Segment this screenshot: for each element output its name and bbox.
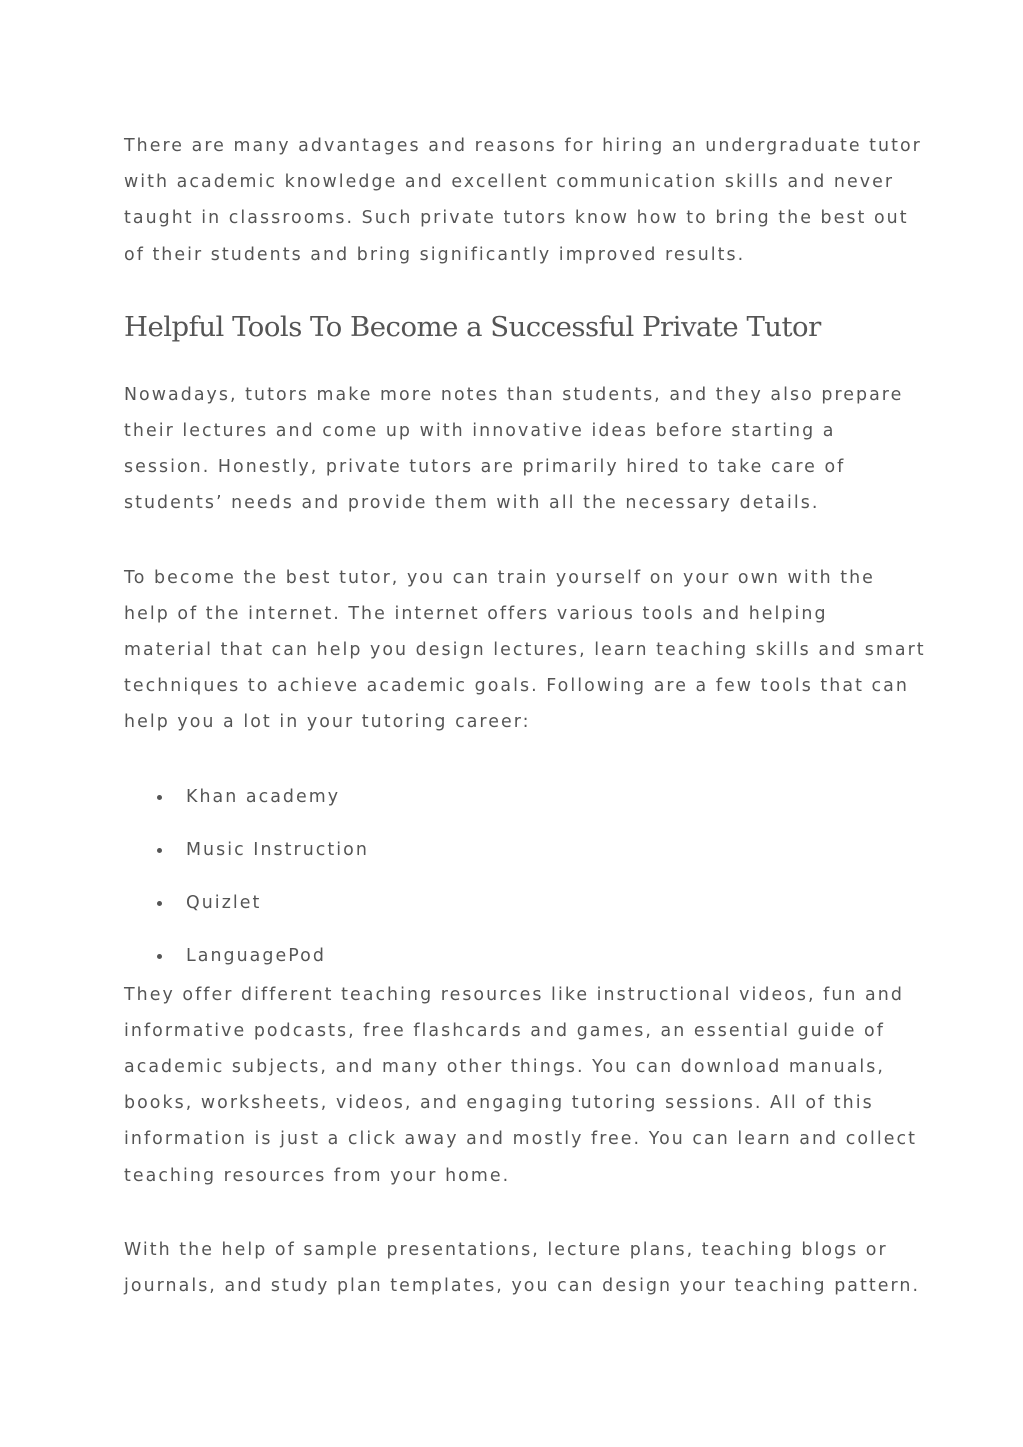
text-line: journals, and study plan templates, you can design your teaching pattern.: [124, 1276, 921, 1297]
teaching-pattern-paragraph: [124, 1232, 921, 1304]
text-line: books, worksheets, videos, and engaging tutoring sessions. All of this: [124, 1093, 874, 1114]
document-page: [124, 128, 926, 1304]
text-line: their lectures and come up with innovative ideas before starting a: [124, 421, 836, 442]
list-item-label: Music Instruction: [186, 839, 369, 860]
text-line: There are many advantages and reasons for hiring an undergraduate tutor: [124, 136, 922, 156]
section-heading: Helpful Tools To Become a Successful Private Tutor: [124, 310, 821, 343]
text-line: With the help of sample presentations, lecture plans, teaching blogs or: [124, 1239, 888, 1260]
text-line: informative podcasts, free flashcards and games, an essential guide of: [124, 1020, 885, 1041]
list-item: [124, 885, 914, 938]
bullet-icon: [157, 901, 162, 906]
text-line: with academic knowledge and excellent communication skills and never: [124, 172, 895, 193]
text-line: techniques to achieve academic goals. Following are a few tools that can: [124, 676, 909, 697]
best-tutor-paragraph: [124, 560, 926, 741]
list-item-label: Khan academy: [186, 786, 341, 807]
text-line: information is just a click away and mostly free. You can learn and collect: [124, 1129, 917, 1150]
text-line: academic subjects, and many other things. You can download manuals,: [124, 1057, 885, 1078]
text-line: teaching resources from your home.: [124, 1165, 511, 1186]
list-item: [124, 938, 914, 991]
text-line: To become the best tutor, you can train yourself on your own with the: [124, 567, 875, 588]
text-line: students’ needs and provide them with all the necessary details.: [124, 493, 820, 514]
list-item-label: LanguagePod: [186, 945, 326, 966]
list-item: [124, 779, 914, 832]
text-line: help of the internet. The internet offers various tools and helping: [124, 603, 828, 624]
text-line: session. Honestly, private tutors are primarily hired to take care of: [124, 457, 846, 478]
bullet-icon: [157, 848, 162, 853]
resources-paragraph: [124, 977, 917, 1194]
bullet-icon: [157, 795, 162, 800]
text-line: Nowadays, tutors make more notes than students, and they also prepare: [124, 384, 904, 405]
tutor-notes-paragraph: [124, 377, 914, 522]
text-line: help you a lot in your tutoring career:: [124, 712, 531, 733]
bullet-icon: [157, 954, 162, 959]
text-line: They offer different teaching resources like instructional videos, fun and: [124, 984, 904, 1005]
tools-list: [124, 779, 914, 991]
intro-paragraph: [124, 128, 922, 273]
text-line: taught in classrooms. Such private tutors know how to bring the best out: [124, 208, 909, 229]
text-line: material that can help you design lectures, learn teaching skills and smart: [124, 640, 926, 661]
list-item-label: Quizlet: [186, 892, 262, 913]
list-item: [124, 832, 914, 885]
text-line: of their students and bring significantly improved results.: [124, 244, 746, 265]
